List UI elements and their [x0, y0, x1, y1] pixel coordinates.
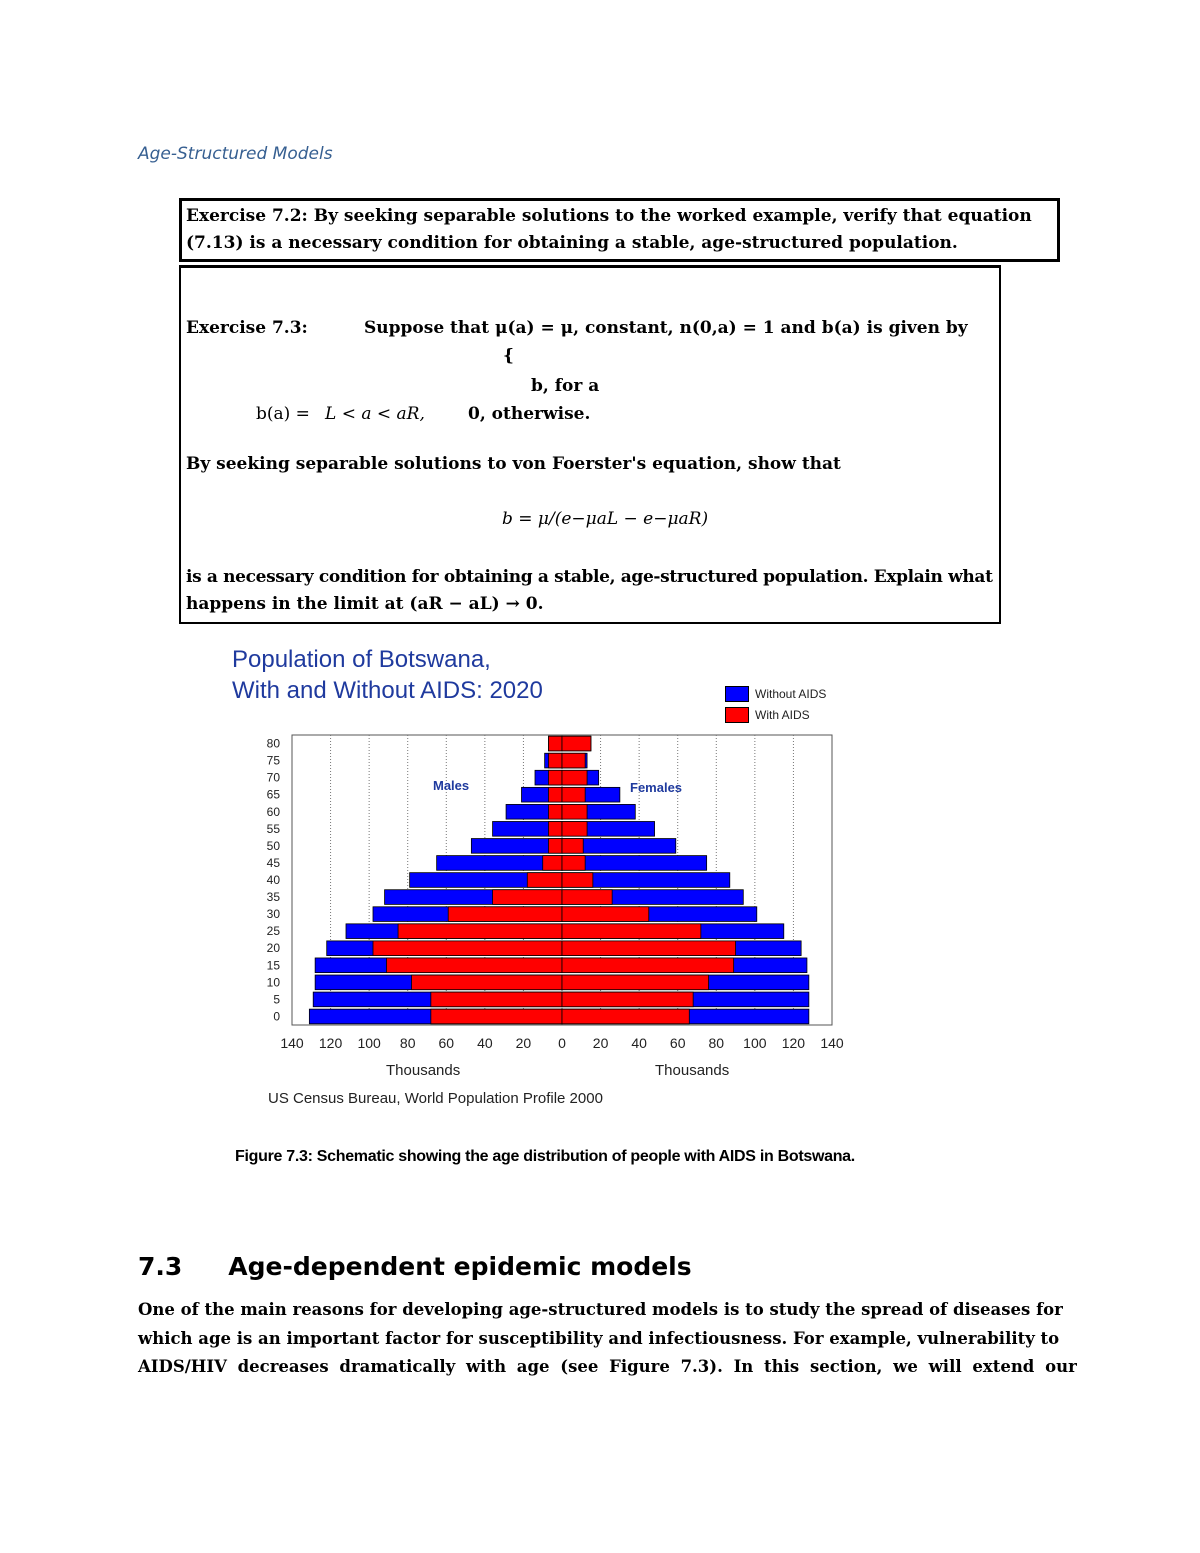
x-tick-label: 0 [558, 1035, 566, 1051]
bar-male-with-aids [493, 890, 562, 905]
section-number: 7.3 [138, 1252, 183, 1281]
y-tick-label: 50 [266, 838, 280, 853]
y-tick-label: 25 [266, 924, 280, 939]
y-tick-label: 35 [266, 890, 280, 905]
x-tick-label: 60 [669, 1035, 686, 1051]
bar-male-with-aids [527, 873, 562, 888]
bar-female-with-aids [562, 975, 709, 990]
x-tick-label: 80 [708, 1035, 725, 1051]
y-tick-label: 10 [266, 975, 280, 990]
bar-male-with-aids [549, 804, 563, 819]
exercise-7-2-line2: (7.13) is a necessary condition for obtaining a stable, age-structured population. [186, 233, 958, 253]
y-tick-label: 80 [266, 736, 280, 751]
bar-female-with-aids [562, 1009, 689, 1024]
piecewise-brace: { [503, 346, 514, 366]
bar-male-with-aids [549, 736, 563, 751]
piecewise-case2: 0, otherwise. [468, 404, 591, 424]
figure-caption: Figure 7.3: Schematic showing the age distribution of people with AIDS in Botswana. [235, 1148, 855, 1165]
bar-female-with-aids [562, 992, 693, 1007]
legend-label-with-aids: With AIDS [755, 708, 810, 722]
x-tick-label: 20 [592, 1035, 609, 1051]
x-tick-label: 140 [820, 1035, 844, 1051]
bar-male-with-aids [543, 856, 562, 871]
y-tick-label: 15 [266, 958, 280, 973]
x-tick-label: 120 [318, 1035, 343, 1051]
exercise-7-2-line1: Exercise 7.2: By seeking separable solutions to the worked example, verify that equation [186, 206, 1032, 226]
exercise-7-3-instruction: By seeking separable solutions to von Foerster's equation, show that [186, 454, 841, 474]
bar-female-with-aids [562, 839, 583, 854]
x-tick-label: 100 [357, 1035, 381, 1051]
bar-male-with-aids [431, 992, 562, 1007]
bar-male-with-aids [448, 907, 562, 922]
bar-female-with-aids [562, 753, 585, 768]
bar-female-with-aids [562, 958, 734, 973]
exercise-7-3-conclusion-line1: is a necessary condition for obtaining a stable, age-structured population. Explain what [186, 567, 993, 587]
x-tick-label: 40 [477, 1035, 493, 1051]
bar-male-with-aids [373, 941, 562, 956]
exercise-7-3-equation: b = μ/(e−μaL − e−μaR) [502, 509, 709, 529]
x-axis-label-left: Thousands [386, 1062, 461, 1079]
legend-label-without-aids: Without AIDS [755, 687, 827, 701]
bar-male-with-aids [387, 958, 563, 973]
y-tick-label: 75 [266, 753, 280, 768]
bar-female-with-aids [562, 873, 593, 888]
exercise-7-3-label: Exercise 7.3: [186, 318, 308, 338]
y-tick-label: 65 [266, 787, 280, 802]
bar-female-with-aids [562, 770, 587, 785]
x-tick-labels [280, 1035, 844, 1051]
chart-title-line1: Population of Botswana, [232, 646, 491, 673]
body-paragraph [138, 1296, 1077, 1382]
bar-male-with-aids [431, 1009, 562, 1024]
y-tick-label: 55 [266, 821, 280, 836]
y-tick-label: 60 [266, 804, 280, 819]
bar-female-with-aids [562, 736, 591, 751]
bar-male-with-aids [549, 787, 563, 802]
x-tick-label: 120 [781, 1035, 806, 1051]
bar-male-with-aids [398, 924, 562, 939]
bar-male-with-aids [412, 975, 562, 990]
bar-female-with-aids [562, 924, 701, 939]
exercise-7-3-conclusion-line2: happens in the limit at (aR − aL) → 0. [186, 594, 544, 614]
exercise-7-3-intro: Suppose that μ(a) = μ, constant, n(0,a) = 1 and b(a) is given by [364, 318, 968, 338]
bar-male-with-aids [549, 753, 563, 768]
bar-female-with-aids [562, 804, 587, 819]
bar-male-with-aids [549, 770, 563, 785]
females-label: Females [630, 780, 683, 795]
y-tick-label: 0 [273, 1009, 280, 1024]
bar-female-with-aids [562, 821, 587, 836]
paragraph-line: which age is an important factor for susceptibility and infectiousness. For example, vulnerability to [138, 1328, 1060, 1348]
x-tick-label: 40 [631, 1035, 647, 1051]
x-tick-label: 80 [399, 1035, 416, 1051]
bar-female-with-aids [562, 941, 736, 956]
piecewise-lhs: b(a) = [256, 404, 310, 424]
y-tick-label: 40 [266, 873, 280, 887]
y-tick-label: 20 [266, 941, 280, 956]
figure-source: US Census Bureau, World Population Profile 2000 [268, 1090, 603, 1107]
x-tick-label: 20 [515, 1035, 532, 1051]
section-heading [138, 1252, 692, 1281]
piecewise-case1-range: L < a < aR, [325, 404, 425, 424]
running-header: Age-Structured Models [138, 144, 333, 164]
x-tick-label: 60 [438, 1035, 455, 1051]
bar-male-with-aids [549, 821, 563, 836]
bar-female-with-aids [562, 907, 649, 922]
bar-male-with-aids [549, 839, 563, 854]
y-tick-label: 45 [266, 855, 280, 870]
paragraph-line: AIDS/HIV decreases dramatically with age (see Figure 7.3). In this section, we will extend our [138, 1357, 1077, 1376]
y-tick-label: 70 [266, 770, 280, 785]
section-title: Age-dependent epidemic models [228, 1252, 692, 1281]
chart-title-line2: With and Without AIDS: 2020 [232, 677, 543, 704]
x-tick-label: 100 [743, 1035, 767, 1051]
x-axis-label-right: Thousands [655, 1062, 730, 1079]
y-tick-labels [267, 737, 281, 1024]
paragraph-line: One of the main reasons for developing age-structured models is to study the spread of diseases for [138, 1300, 1063, 1319]
bar-female-with-aids [562, 890, 612, 905]
bar-female-with-aids [562, 787, 585, 802]
x-tick-label: 140 [280, 1035, 304, 1051]
y-tick-label: 30 [266, 907, 280, 922]
males-label: Males [433, 778, 470, 793]
bar-female-with-aids [562, 856, 585, 871]
y-tick-label: 5 [273, 992, 280, 1007]
piecewise-case1: b, for a [531, 376, 600, 396]
